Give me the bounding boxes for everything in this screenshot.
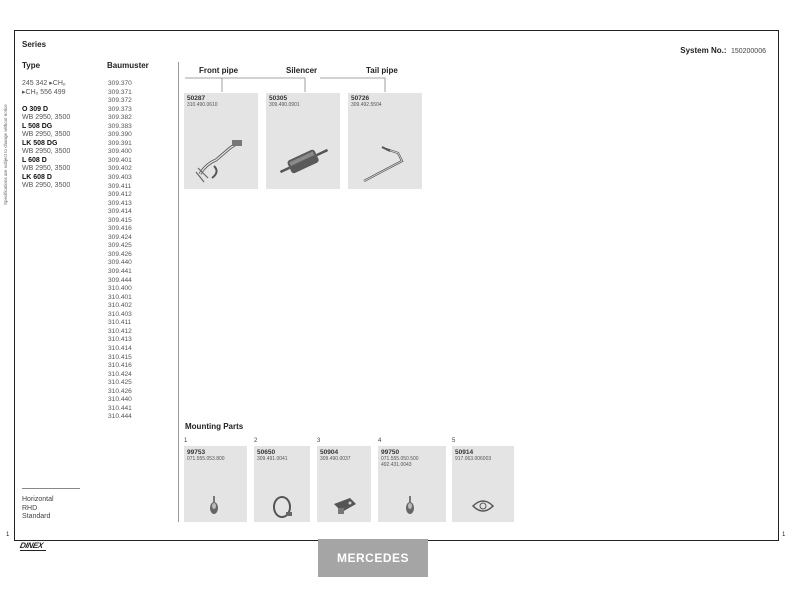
exhaust-part-card[interactable] [184, 93, 258, 189]
mounting-part-card[interactable] [378, 446, 446, 522]
baumuster-entry: 309.424 [108, 233, 132, 241]
part-code: 50305 [269, 95, 288, 102]
page-number-right: 1 [782, 532, 786, 538]
baumuster-entry: 310.424 [108, 370, 132, 378]
mounting-part-number: 1 [184, 438, 188, 444]
part-code: 50904 [320, 449, 339, 456]
gasket-icon [469, 494, 497, 523]
silencer-label: Silencer [286, 66, 318, 75]
baumuster-entry: 309.373 [108, 105, 132, 113]
baumuster-entry: 309.401 [108, 156, 132, 164]
baumuster-entry: 309.391 [108, 139, 132, 147]
baumuster-entry: 310.416 [108, 362, 132, 370]
baumuster-entry: 309.440 [108, 259, 132, 267]
type-entry: WB 2950, 3500 [22, 114, 71, 121]
config-divider [22, 488, 80, 489]
rubber-mount-icon [202, 494, 230, 523]
frame-left-line [14, 30, 15, 540]
tail-pipe-icon [356, 141, 416, 185]
config-entry: Standard [22, 513, 51, 520]
baumuster-entry: 309.413 [108, 199, 132, 207]
mounting-part-card[interactable] [452, 446, 514, 522]
mounting-part-number: 4 [378, 438, 382, 444]
baumuster-entry: 310.400 [108, 285, 132, 293]
exhaust-part-card[interactable] [348, 93, 422, 189]
part-code: 99750 [381, 449, 400, 456]
type-entry: ▸CHₒ 556 499 [22, 88, 66, 96]
system-number-label: System No.: [680, 46, 727, 55]
baumuster-entry: 309.383 [108, 122, 132, 130]
frame-top-line [14, 30, 779, 31]
part-reference: 492.431.0043 [381, 462, 412, 468]
part-reference: 309.490.0037 [320, 456, 351, 462]
frame-right-line [778, 30, 779, 540]
baumuster-entry: 309.400 [108, 148, 132, 156]
baumuster-entry: 309.416 [108, 225, 132, 233]
part-reference: 310.490.0610 [187, 102, 218, 108]
baumuster-entry: 309.390 [108, 131, 132, 139]
part-code: 50287 [187, 95, 206, 102]
baumuster-entry: 309.372 [108, 97, 132, 105]
part-reference: 309.490.0901 [269, 102, 300, 108]
config-list [22, 496, 54, 522]
hanger-icon [398, 494, 426, 523]
type-entry: WB 2950, 3500 [22, 165, 71, 172]
baumuster-entry: 310.412 [108, 327, 132, 335]
bracket-icon [330, 494, 358, 523]
baumuster-list [108, 80, 132, 422]
part-reference: 309.492.5504 [351, 102, 382, 108]
mounting-part-number: 2 [254, 438, 258, 444]
pipe-clamp-icon [268, 494, 296, 523]
baumuster-entry: 309.426 [108, 250, 132, 258]
part-reference: 917.063.006003 [455, 456, 492, 462]
part-code: 99753 [187, 449, 206, 456]
baumuster-entry: 309.414 [108, 208, 132, 216]
part-reference: 071.555.050.500 [381, 456, 419, 462]
part-code: 50650 [257, 449, 276, 456]
front-pipe-icon [194, 138, 250, 184]
part-code: 50726 [351, 95, 370, 102]
tail-pipe-label: Tail pipe [366, 66, 398, 75]
column-divider [178, 62, 179, 522]
baumuster-entry: 309.382 [108, 114, 132, 122]
baumuster-entry: 309.403 [108, 174, 132, 182]
mounting-part-card[interactable] [254, 446, 310, 522]
part-code: 50914 [455, 449, 474, 456]
type-entry: 245 342 ▸CHₒ [22, 80, 66, 87]
logo-underline [20, 550, 46, 551]
dinex-logo-text: DINEX [19, 541, 44, 550]
type-entry: L 508 DG [22, 122, 53, 130]
part-reference: 309.491.0041 [257, 456, 288, 462]
baumuster-entry: 310.403 [108, 310, 132, 318]
type-entry: O 309 D [22, 105, 49, 113]
baumuster-entry: 309.370 [108, 80, 132, 87]
silencer-icon [276, 141, 332, 181]
side-disclaimer: Specifications are subject to change without notice [3, 104, 8, 205]
baumuster-entry: 309.371 [108, 88, 132, 96]
brand-banner: MERCEDES [318, 539, 428, 577]
type-entry: WB 2950, 3500 [22, 131, 71, 138]
baumuster-entry: 310.444 [108, 413, 132, 421]
config-entry: RHD [22, 504, 38, 512]
system-number [680, 40, 766, 58]
baumuster-entry: 309.444 [108, 276, 132, 284]
type-entry: L 608 D [22, 156, 47, 164]
type-entry: WB 2950, 3500 [22, 182, 71, 189]
baumuster-entry: 310.440 [108, 396, 132, 404]
type-entry: WB 2950, 3500 [22, 148, 71, 155]
baumuster-entry: 309.402 [108, 165, 132, 173]
baumuster-entry: 309.412 [108, 191, 132, 199]
exhaust-part-card[interactable] [266, 93, 340, 189]
baumuster-entry: 310.414 [108, 344, 132, 352]
mounting-parts-title: Mounting Parts [185, 422, 244, 431]
baumuster-entry: 309.411 [108, 182, 132, 190]
baumuster-entry: 309.425 [108, 242, 132, 250]
front-pipe-label: Front pipe [199, 66, 239, 75]
baumuster-entry: 310.425 [108, 379, 132, 387]
type-header: Type [22, 61, 41, 70]
dinex-logo [20, 541, 48, 553]
page-number-left: 1 [6, 532, 10, 538]
baumuster-entry: 309.441 [108, 268, 132, 276]
config-entry: Horizontal [22, 496, 54, 503]
type-entry: LK 508 DG [22, 139, 58, 147]
mounting-part-card[interactable] [184, 446, 247, 522]
part-reference: 071.555.053.800 [187, 456, 225, 462]
system-number-value: 150200006 [730, 48, 766, 55]
baumuster-entry: 309.415 [108, 216, 132, 224]
type-list [22, 80, 70, 191]
baumuster-entry: 310.411 [108, 319, 132, 327]
type-entry: LK 608 D [22, 173, 52, 181]
mounting-part-number: 5 [452, 438, 456, 444]
baumuster-entry: 310.402 [108, 302, 132, 310]
baumuster-entry: 310.401 [108, 293, 132, 301]
baumuster-entry: 310.415 [108, 353, 132, 361]
baumuster-entry: 310.413 [108, 336, 132, 344]
mounting-part-number: 3 [317, 438, 321, 444]
baumuster-entry: 310.441 [108, 404, 132, 412]
baumuster-header: Baumuster [107, 61, 149, 70]
baumuster-entry: 310.426 [108, 387, 132, 395]
type-entry [22, 97, 70, 106]
mounting-part-card[interactable] [317, 446, 371, 522]
series-label: Series [22, 40, 47, 49]
